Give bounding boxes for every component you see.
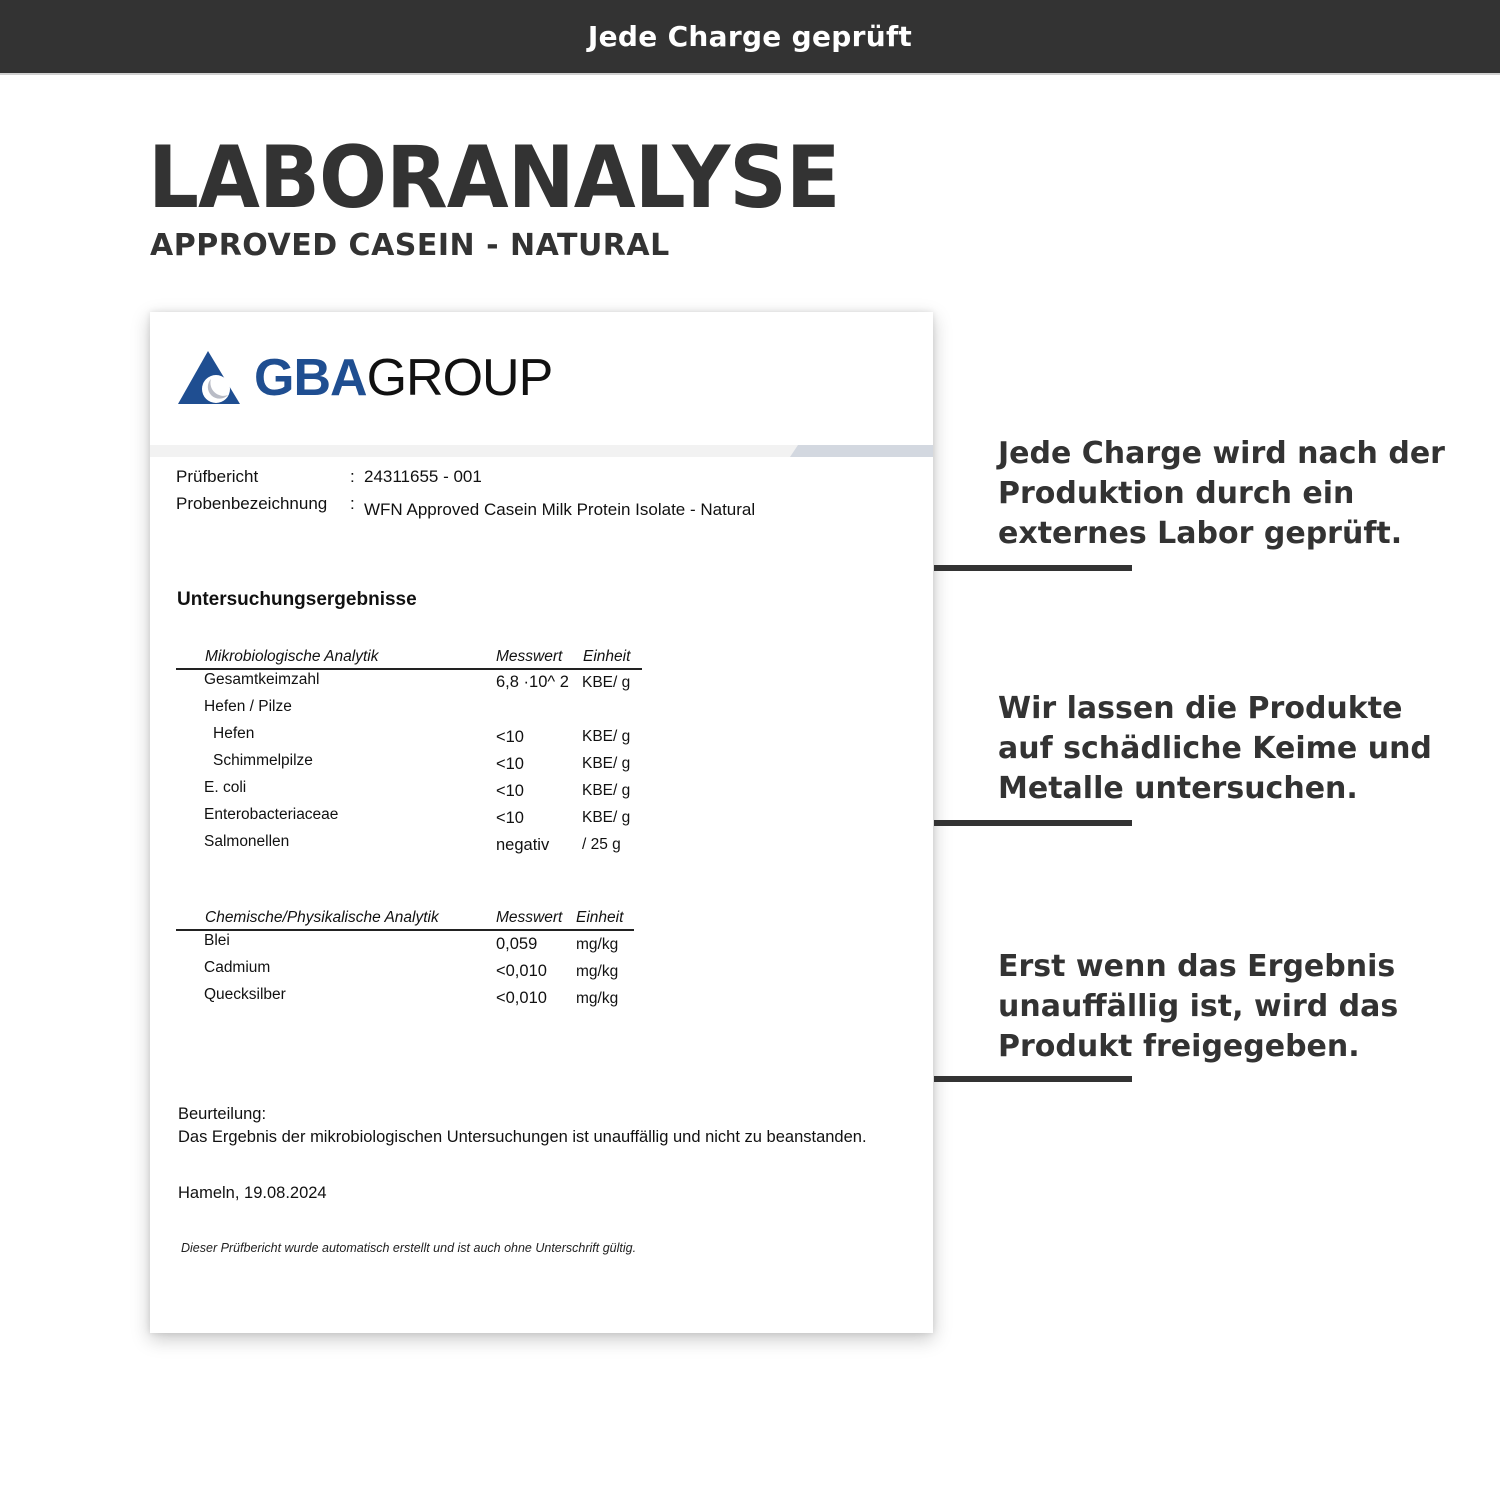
place-date: Hameln, 19.08.2024: [178, 1184, 327, 1202]
column-header: Messwert: [496, 909, 563, 926]
analyte-name: Cadmium: [204, 959, 271, 976]
column-header: Einheit: [583, 648, 631, 665]
callout-germs-metals: Wir lassen die Produkte auf schädliche Keime und Metalle untersuchen.: [998, 691, 1432, 806]
assessment-text: Das Ergebnis der mikrobiologischen Untersuchungen ist unauffällig und nicht zu beanstanden.: [178, 1128, 867, 1146]
page-title: LABORANALYSE: [148, 128, 840, 228]
page-subtitle: APPROVED CASEIN - NATURAL: [150, 228, 670, 263]
unit: mg/kg: [576, 963, 619, 980]
analyte-name: Hefen / Pilze: [204, 698, 292, 715]
header-band-accent: [790, 445, 933, 457]
analyte-name: Schimmelpilze: [213, 752, 313, 769]
column-header: Messwert: [496, 648, 563, 665]
callout-external-lab: Jede Charge wird nach der Produktion durch ein externes Labor geprüft.: [998, 436, 1445, 551]
analyte-name: E. coli: [204, 779, 247, 796]
column-header: Chemische/Physikalische Analytik: [205, 909, 439, 926]
measured-value: negativ: [496, 836, 550, 854]
logo-text-gba: GBA: [254, 349, 367, 407]
column-header: Mikrobiologische Analytik: [205, 648, 379, 665]
table-row: [176, 833, 642, 860]
meta-label: Prüfbericht: [176, 467, 259, 486]
callout-divider: [934, 565, 1132, 571]
analyte-name: Enterobacteriaceae: [204, 806, 339, 823]
unit: KBE/ g: [582, 674, 631, 691]
table-header: [176, 907, 634, 931]
footnote: Dieser Prüfbericht wurde automatisch erstellt und ist auch ohne Unterschrift gültig.: [181, 1241, 637, 1255]
meta-separator: :: [350, 467, 355, 486]
meta-separator: :: [350, 494, 355, 513]
meta-value: WFN Approved Casein Milk Protein Isolate - Natural: [364, 500, 756, 519]
table-row: [176, 752, 642, 779]
callout-release: Erst wenn das Ergebnis unauffällig ist, wird das Produkt freigegeben.: [998, 949, 1399, 1064]
analyte-name: Quecksilber: [204, 986, 286, 1003]
lab-report-document: [150, 312, 933, 1333]
top-banner: [0, 0, 1500, 75]
results-heading: Untersuchungsergebnisse: [177, 589, 417, 610]
measured-value: <10: [496, 782, 524, 800]
assessment-label: Beurteilung:: [178, 1105, 267, 1123]
measured-value: <0,010: [496, 989, 547, 1007]
table-row: [176, 671, 642, 698]
meta-label: Probenbezeichnung: [176, 494, 328, 513]
table-row: [176, 779, 642, 806]
unit: KBE/ g: [582, 809, 631, 826]
analyte-name: Gesamtkeimzahl: [204, 671, 320, 688]
analyte-name: Blei: [204, 932, 230, 949]
measured-value: 6,8 ·10^ 2: [496, 673, 569, 691]
banner-title: Jede Charge geprüft: [587, 20, 913, 53]
table-row: [176, 959, 634, 986]
callout-divider: [934, 1076, 1132, 1082]
measured-value: <10: [496, 728, 524, 746]
measured-value: 0,059: [496, 935, 538, 953]
analyte-name: Hefen: [213, 725, 255, 742]
unit: KBE/ g: [582, 782, 631, 799]
measured-value: <0,010: [496, 962, 547, 980]
meta-value: 24311655 - 001: [364, 467, 482, 486]
callout-divider: [934, 820, 1132, 826]
table-row: [176, 698, 642, 725]
column-header: Einheit: [576, 909, 624, 926]
unit: mg/kg: [576, 936, 619, 953]
unit: KBE/ g: [582, 755, 631, 772]
unit: mg/kg: [576, 990, 619, 1007]
table-row: [176, 932, 634, 959]
gba-group-logo: [178, 348, 552, 408]
unit: KBE/ g: [582, 728, 631, 745]
analyte-name: Salmonellen: [204, 833, 290, 850]
table-header: [176, 646, 642, 670]
table-row: [176, 986, 634, 1013]
table-row: [176, 725, 642, 752]
measured-value: <10: [496, 755, 524, 773]
logo-text-group: GROUP: [366, 349, 553, 407]
gba-triangle-logo-icon: [178, 351, 242, 405]
unit: / 25 g: [582, 836, 621, 853]
measured-value: <10: [496, 809, 524, 827]
table-row: [176, 806, 642, 833]
